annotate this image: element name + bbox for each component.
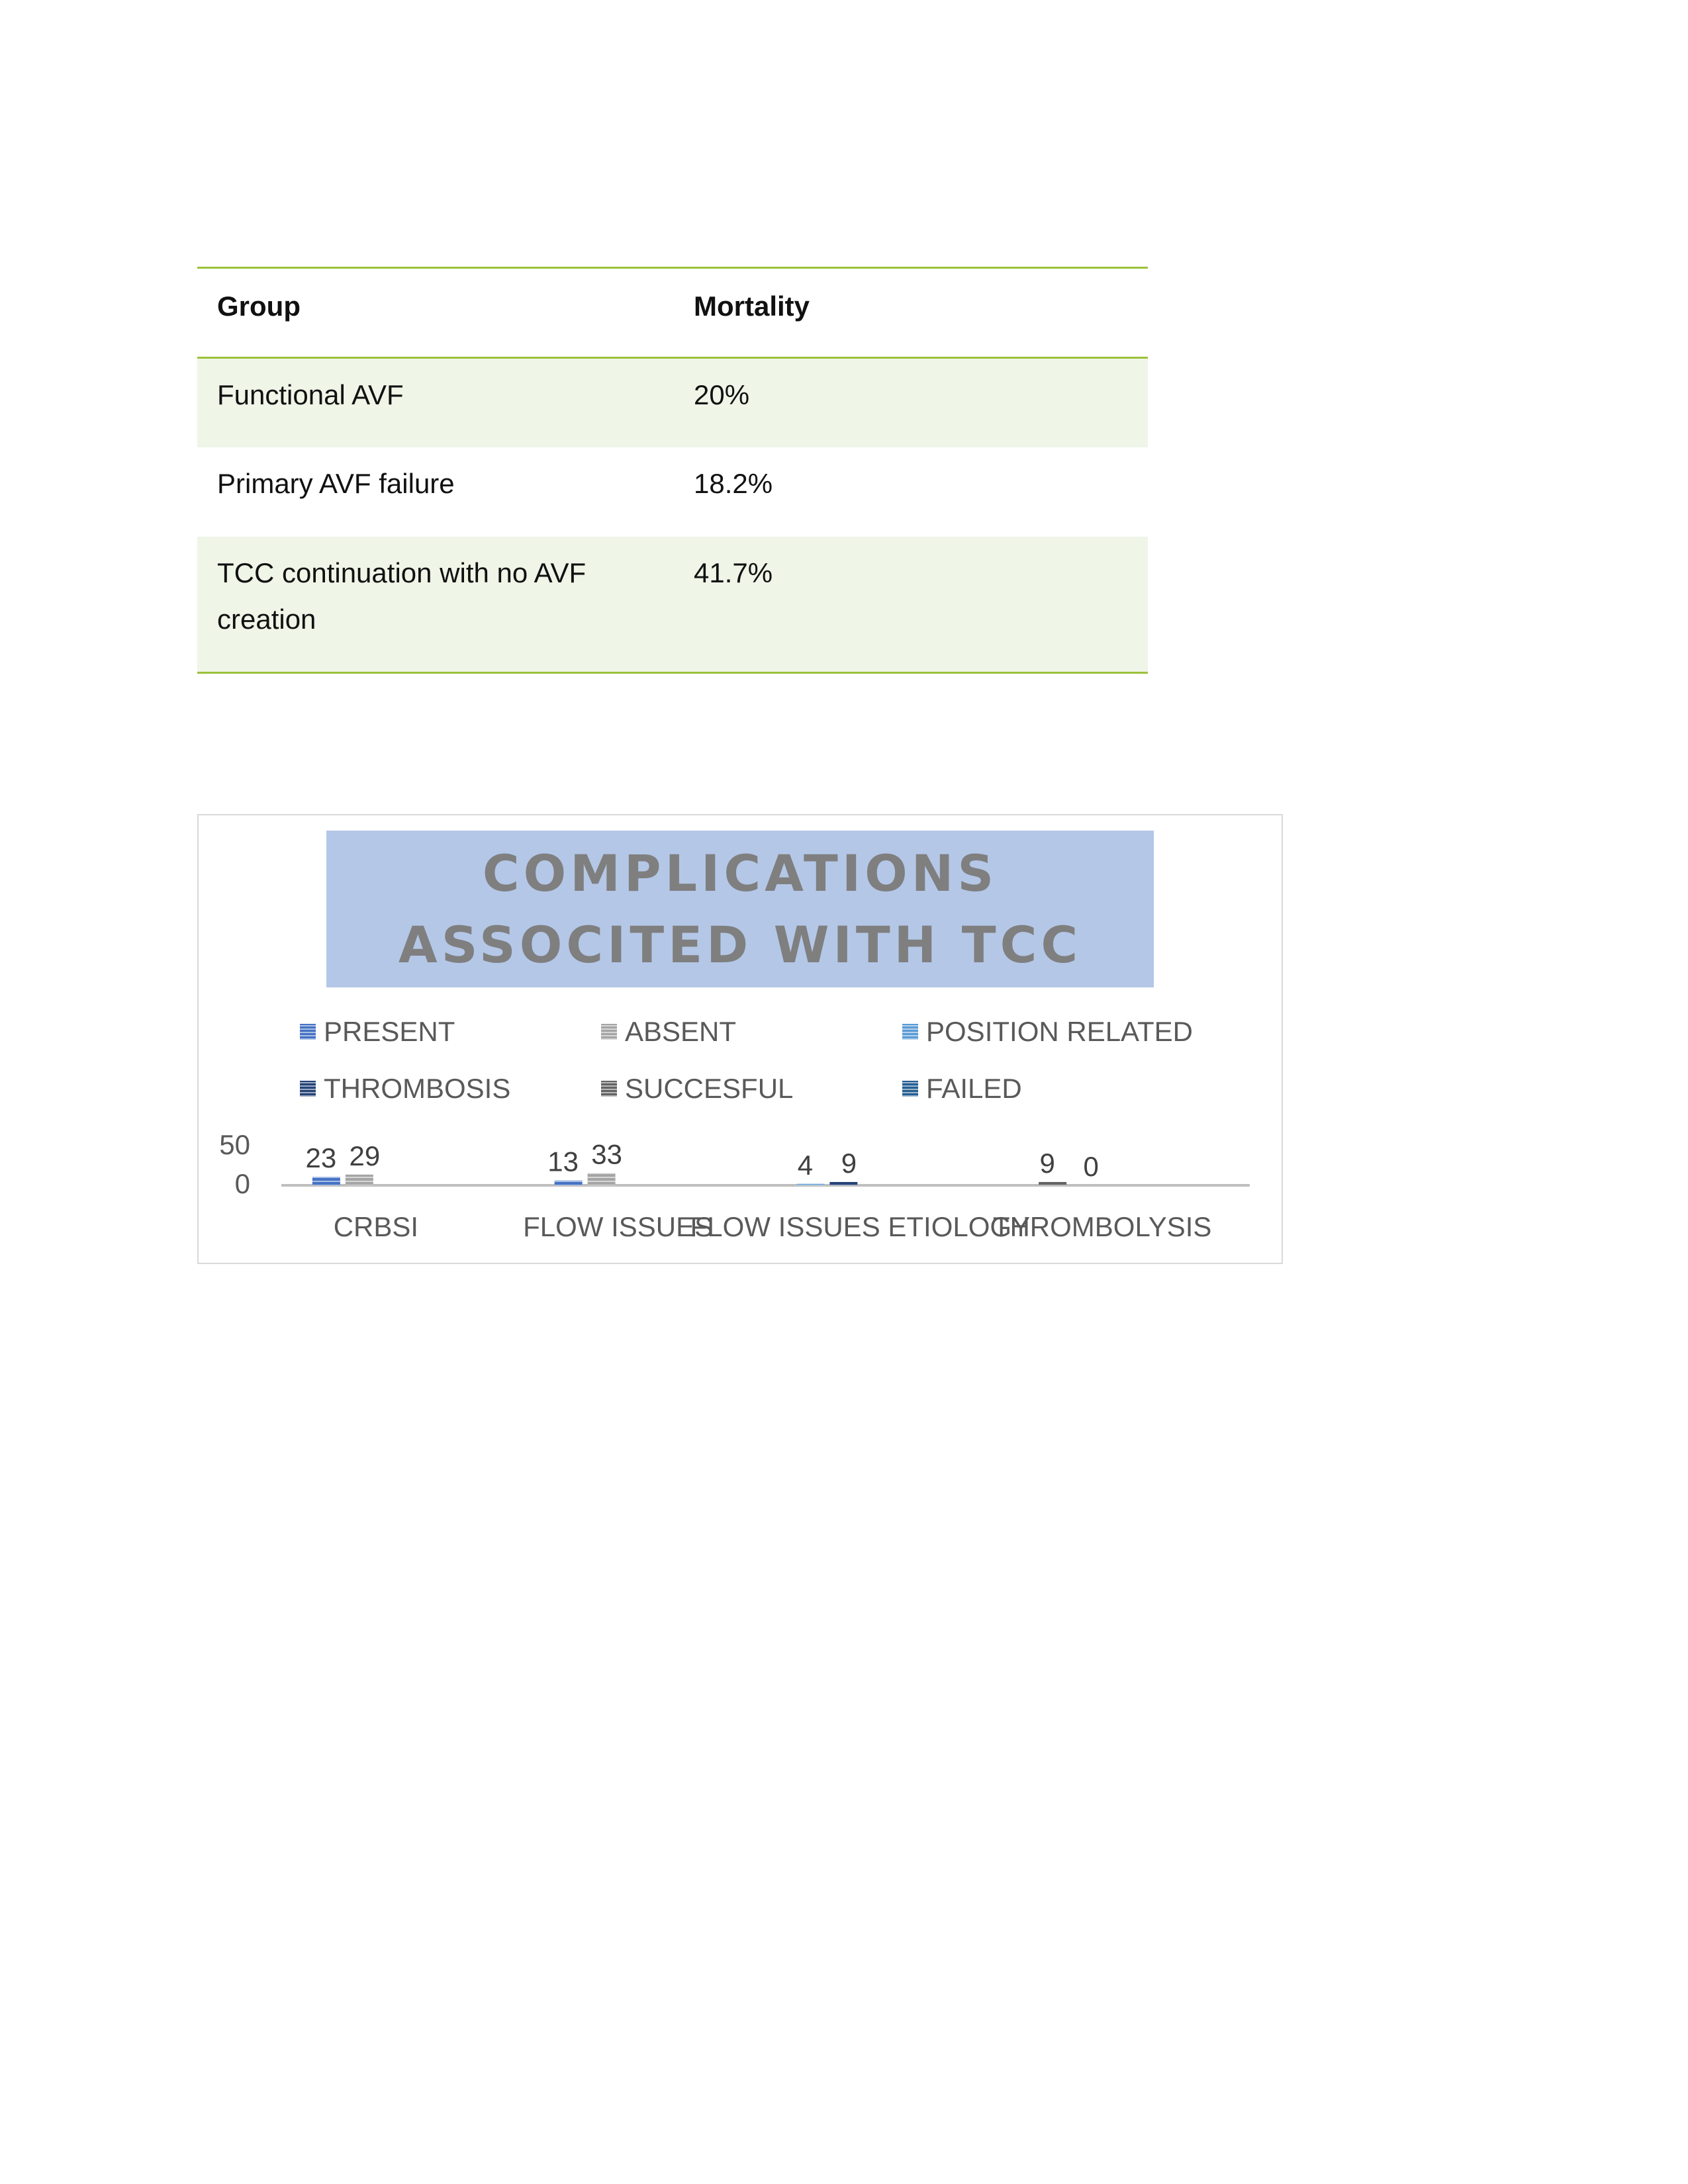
y-tick-label: 0 (234, 1168, 250, 1199)
legend-label: ABSENT (625, 1016, 737, 1047)
bar-texture (555, 1181, 583, 1185)
legend-label: FAILED (926, 1073, 1022, 1104)
bar-texture (312, 1177, 340, 1185)
bar-texture (588, 1173, 616, 1185)
legend-swatch-icon (601, 1024, 617, 1040)
category-label: FLOW ISSUES (523, 1211, 714, 1242)
category-label: CRBSI (333, 1211, 419, 1242)
y-tick-label: 50 (219, 1129, 250, 1160)
cell-group: TCC continuation with no AVF creation (217, 557, 586, 635)
data-label: 9 (1039, 1147, 1055, 1179)
bar-texture (1039, 1182, 1066, 1185)
legend-swatch-icon (902, 1024, 918, 1040)
mortality-table (197, 267, 1148, 674)
table-row (197, 537, 1148, 673)
chart-plot (197, 1125, 1283, 1264)
data-label: 33 (591, 1138, 622, 1170)
legend-item-present (300, 1016, 455, 1048)
legend-swatch-icon (902, 1081, 918, 1097)
chart-title: COMPLICATIONS ASSOCITED WITH TCC (398, 843, 1082, 974)
legend-label: PRESENT (324, 1016, 455, 1047)
cell-group: Primary AVF failure (217, 467, 455, 499)
legend-label: SUCCESFUL (625, 1073, 794, 1104)
header-mortality: Mortality (694, 291, 810, 322)
cell-mortality: 18.2% (694, 467, 773, 499)
data-label: 9 (841, 1147, 857, 1179)
bar-texture (796, 1184, 824, 1185)
legend-label: POSITION RELATED (926, 1016, 1193, 1047)
data-label: 4 (797, 1149, 814, 1181)
data-label: 29 (349, 1140, 381, 1171)
cell-group: Functional AVF (217, 379, 404, 410)
cell-mortality: 41.7% (694, 557, 773, 588)
table-row (197, 358, 1148, 447)
bar-texture (346, 1175, 373, 1185)
legend-item-succesful (601, 1073, 793, 1105)
legend-item-absent (601, 1016, 736, 1048)
legend-item-thrombosis (300, 1073, 510, 1105)
legend-label: THROMBOSIS (324, 1073, 511, 1104)
legend-swatch-icon (300, 1081, 316, 1097)
data-label: 13 (547, 1146, 579, 1177)
legend-swatch-icon (300, 1024, 316, 1040)
table-row (197, 447, 1148, 537)
header-group: Group (217, 291, 301, 322)
category-label: FLOW ISSUES ETIOLOGY (690, 1211, 1031, 1242)
legend-item-failed (902, 1073, 1022, 1105)
cell-mortality: 20% (694, 379, 750, 410)
table-header-row (197, 268, 1148, 358)
legend-item-position-related (902, 1016, 1193, 1048)
legend-swatch-icon (601, 1081, 617, 1097)
chart-title-box (326, 831, 1154, 987)
data-label: 0 (1083, 1151, 1099, 1182)
category-label: THROMBOLYSIS (992, 1211, 1212, 1242)
bar-texture (829, 1182, 857, 1185)
data-label: 23 (305, 1142, 337, 1174)
